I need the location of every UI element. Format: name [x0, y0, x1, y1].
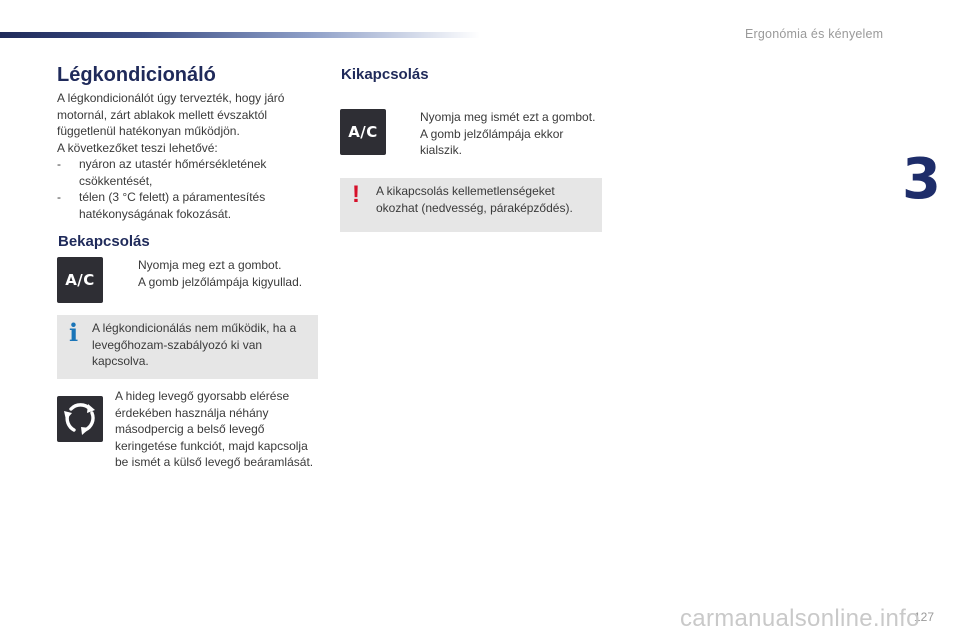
- warning-icon: !: [352, 181, 360, 208]
- intro-line: motornál, zárt ablakok mellett évszaktól: [57, 107, 268, 122]
- page-number: 127: [914, 610, 935, 624]
- section-title-kikapcsolas: Kikapcsolás: [341, 66, 429, 83]
- instruction-step-on: [118, 257, 318, 290]
- bullet-dash: -: [57, 190, 61, 204]
- bullet-dash: -: [57, 157, 61, 171]
- recirculation-text: A hideg levegő gyorsabb elérése érdekében használja néhány másodpercig a belső levegő keringetése funkciót, majd kapcsolja be ismét a külső levegő beáramlását.: [115, 389, 314, 469]
- bullet-text: télen (3 °C felett) a páramentesítés hatékonyságának fokozását.: [79, 190, 266, 221]
- info-note: [57, 315, 318, 379]
- recirculation-icon: [57, 396, 103, 442]
- info-note-text: A légkondicionálás nem működik, ha a levegőhozam-szabályozó ki van kapcsolva.: [92, 321, 297, 368]
- step-line: A gomb jelzőlámpája kigyullad.: [138, 274, 303, 289]
- ac-button-icon: A/C: [57, 257, 103, 303]
- intro-line: A következőket teszi lehetővé:: [57, 140, 218, 155]
- section-title-bekapcsolas: Bekapcsolás: [58, 233, 150, 250]
- intro-line: függetlenül hatékonyan működjön.: [57, 124, 240, 138]
- step-line: Nyomja meg ezt a gombot.: [138, 258, 282, 272]
- info-icon: i: [69, 318, 79, 347]
- page-title: Légkondicionáló: [57, 64, 216, 86]
- step-text: [420, 109, 595, 159]
- step-line: Nyomja meg ismét ezt a gombot.: [420, 110, 596, 124]
- pointer-arrow-icon: [400, 109, 420, 159]
- warning-note: [340, 178, 602, 232]
- ac-button-icon: A/C: [340, 109, 386, 155]
- intro-text: [57, 90, 297, 222]
- bullet-item: [57, 189, 297, 222]
- watermark: carmanualsonline.info: [680, 605, 920, 632]
- chapter-number: 3: [902, 147, 941, 212]
- step-line: A gomb jelzőlámpája ekkor: [420, 126, 564, 141]
- instruction-step-off: [400, 109, 605, 159]
- section-header: Ergonómia és kényelem: [745, 27, 884, 41]
- bullet-text: nyáron az utastér hőmérsékletének csökkentését,: [79, 157, 267, 188]
- step-line: kialszik.: [420, 143, 463, 157]
- header-bar: [0, 32, 480, 38]
- step-text: [138, 257, 302, 290]
- pointer-arrow-icon: [118, 257, 138, 290]
- bullet-item: [57, 156, 297, 189]
- intro-line: A légkondicionálót úgy tervezték, hogy járó: [57, 91, 285, 105]
- warning-note-text: A kikapcsolás kellemetlenségeket okozhat (nedvesség, páraképződés).: [376, 184, 573, 215]
